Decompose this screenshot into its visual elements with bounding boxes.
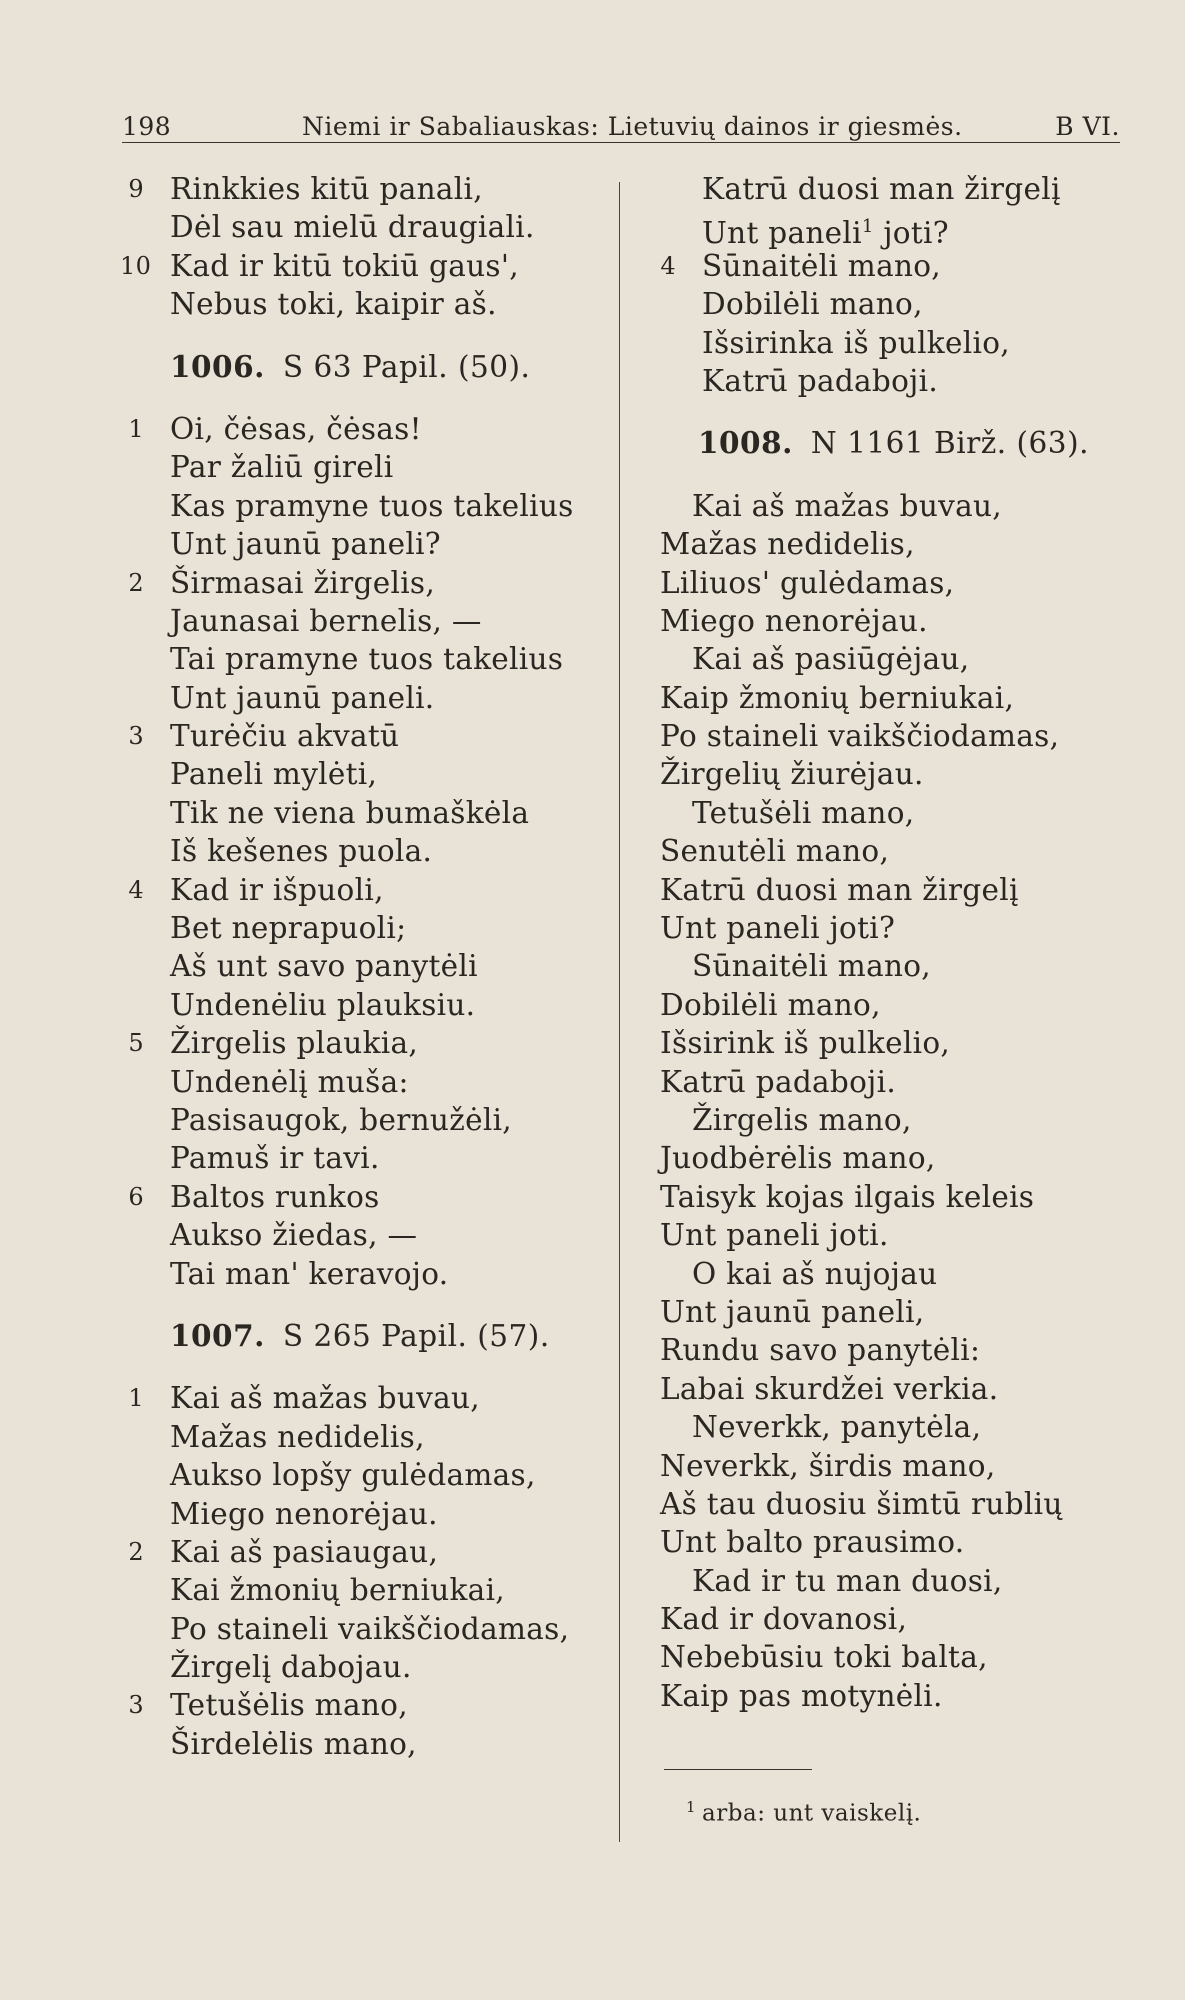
verse-number: 3	[128, 722, 144, 751]
stanza	[652, 1101, 1092, 1255]
song-source: S 265 Papil. (57).	[282, 1318, 550, 1353]
verse-line: Pasisaugok, bernužėli,	[170, 1102, 512, 1137]
verse-line: Aukso lopšy gulėdamas,	[170, 1458, 536, 1493]
verse-line: Kaip pas motynėli.	[660, 1678, 943, 1713]
verse-line: Tai pramyne tuos takelius	[170, 642, 564, 677]
stanza	[652, 794, 1092, 948]
verse-line: Katrū duosi man žirgelį	[702, 172, 1061, 206]
verse	[120, 247, 600, 324]
verse-line: Kai aš pasiaugau,	[170, 1534, 439, 1569]
verse-number: 1	[128, 414, 144, 443]
verse	[652, 247, 1092, 401]
verse-line: Kad ir dovanosi,	[660, 1602, 908, 1637]
verse-line: Unt jaunū paneli.	[170, 680, 435, 715]
verse-line: Katrū padaboji.	[660, 1064, 897, 1099]
verse-line: Mažas nedidelis,	[660, 527, 915, 562]
verse-line: Unt paneli joti?	[660, 911, 896, 946]
section-label: B VI.	[1055, 112, 1120, 141]
verse-continuation	[652, 170, 1092, 251]
stanza	[652, 487, 1092, 641]
verse-line: Oi, čėsas, čėsas!	[170, 411, 422, 446]
footnote	[686, 1798, 921, 1827]
verse-line: Katrū duosi man žirgelį	[660, 872, 1019, 907]
verse-line: Mažas nedidelis,	[170, 1419, 425, 1454]
verse-line: Kaip žmonių berniukai,	[660, 680, 1015, 715]
verse-line: Žirgelis plaukia,	[170, 1026, 419, 1061]
verse-line: Tetušėlis mano,	[170, 1688, 408, 1723]
verse-number: 4	[128, 875, 144, 904]
song-number: 1006.	[170, 348, 265, 384]
verse-number: 4	[660, 251, 676, 280]
verse-line: Aš unt savo panytėli	[170, 949, 478, 984]
verse	[120, 871, 600, 1025]
verse-line: Neverkk, panytėla,	[692, 1410, 982, 1445]
verse-line: Nebebūsiu toki balta,	[660, 1640, 988, 1675]
verse-line: Paneli mylėti,	[170, 757, 378, 792]
verse-line: Išsirink iš pulkelio,	[660, 1026, 951, 1061]
verse-line: Kai žmonių berniukai,	[170, 1573, 505, 1608]
verse	[120, 1024, 600, 1178]
verse-line: Labai skurdžei verkia.	[660, 1371, 999, 1406]
verse-line: Taisyk kojas ilgais keleis	[660, 1179, 1035, 1214]
verse-line: Miego nenorėjau.	[170, 1496, 438, 1531]
stanza	[652, 1562, 1092, 1716]
verse-line: Juodbėrėlis mano,	[660, 1141, 936, 1176]
verse	[120, 1533, 600, 1687]
verse-line: Par žaliū gireli	[170, 450, 394, 485]
verse-line: Kai aš mažas buvau,	[170, 1381, 480, 1416]
verse	[120, 410, 600, 564]
running-header	[122, 112, 1120, 146]
verse-line: Rinkkies kitū panali,	[170, 172, 483, 206]
verse-line: Turėčiu akvatū	[170, 719, 400, 754]
verse-line: Unt jaunū paneli,	[660, 1294, 925, 1329]
verse-number: 3	[128, 1691, 144, 1720]
verse-line: Iš kešenes puola.	[170, 834, 433, 869]
verse-line: Nebus toki, kaipir aš.	[170, 287, 497, 322]
footnote-text: arba: unt vaiskelį.	[702, 1800, 922, 1827]
verse-line: Neverkk, širdis mano,	[660, 1448, 996, 1483]
verse-line: Žirgelis mano,	[692, 1102, 912, 1137]
verse-line: Bet neprapuoli;	[170, 911, 407, 946]
verse-line: Liliuos' gulėdamas,	[660, 565, 955, 600]
verse-line: Dobilėli mano,	[660, 987, 881, 1022]
stanza	[652, 947, 1092, 1101]
song-heading	[652, 424, 1092, 462]
verse-line: Širmasai žirgelis,	[170, 565, 436, 600]
verse-line: Aš tau duosiu šimtū rublių	[660, 1486, 1063, 1521]
verse-line: Jaunasai bernelis, —	[170, 603, 482, 638]
verse-line: Senutėli mano,	[660, 834, 890, 869]
page-number: 198	[122, 112, 172, 141]
song-1008-stanzas	[652, 487, 1092, 1716]
song-number: 1007.	[170, 1317, 265, 1353]
verse-line: Po staineli vaikščiodamas,	[170, 1611, 570, 1646]
verse-line: Pamuš ir tavi.	[170, 1141, 380, 1176]
verse	[120, 717, 600, 871]
verse-line: Unt paneli joti.	[660, 1218, 889, 1253]
verse-line: Katrū padaboji.	[702, 363, 939, 398]
verse	[120, 1686, 600, 1763]
verse-line: Aukso žiedas, —	[170, 1218, 418, 1253]
verse-line: Rundu savo panytėli:	[660, 1333, 981, 1368]
verse-line: Dobilėli mano,	[702, 287, 923, 322]
verse-line: Tai man' keravojo.	[170, 1256, 449, 1291]
header-rule	[122, 142, 1120, 143]
verse-line: Išsirinka iš pulkelio,	[702, 325, 1010, 360]
song-heading	[120, 1317, 600, 1355]
verse-line: Unt jaunū paneli?	[170, 527, 441, 562]
verse-number: 2	[128, 1537, 144, 1566]
verse-line: Tetušėli mano,	[692, 795, 915, 830]
verse-line: Širdelėlis mano,	[170, 1726, 417, 1761]
song-source: S 63 Papil. (50).	[282, 349, 531, 384]
verse-line: Baltos runkos	[170, 1179, 380, 1214]
verse-line: Kai aš mažas buvau,	[692, 488, 1002, 523]
footnote-marker: 1	[686, 1798, 697, 1816]
verse-line: Undenėliu plauksiu.	[170, 987, 476, 1022]
verse	[120, 1178, 600, 1293]
verse-line: Sūnaitėli mano,	[692, 949, 931, 984]
song-number: 1008.	[698, 425, 793, 461]
verse-line: Kad ir išpuoli,	[170, 872, 384, 907]
stanza	[652, 1255, 1092, 1409]
column-divider	[619, 182, 620, 1842]
right-column	[652, 170, 1092, 1715]
verse-line: Unt balto prausimo.	[660, 1525, 965, 1560]
verse-line: Žirgelį dabojau.	[170, 1650, 412, 1685]
left-column	[120, 170, 600, 1763]
verse-number: 1	[128, 1384, 144, 1413]
song-heading	[120, 348, 600, 386]
verse-number: 5	[128, 1029, 144, 1058]
verse-line: Kai aš pasiūgėjau,	[692, 642, 970, 677]
verse-line: Žirgelių žiurėjau.	[660, 757, 924, 792]
verse-line: Sūnaitėli mano,	[702, 248, 941, 283]
verse-line: Kas pramyne tuos takelius	[170, 488, 574, 523]
verse-number: 2	[128, 568, 144, 597]
verse-line: Tik ne viena bumaškėla	[170, 795, 530, 830]
running-title: Niemi ir Sabaliauskas: Lietuvių dainos ir giesmės.	[302, 112, 963, 141]
verse-number: 6	[128, 1182, 144, 1211]
song-source: N 1161 Birž. (63).	[810, 426, 1089, 461]
stanza	[652, 1408, 1092, 1562]
verse-line: Dėl sau mielū draugiali.	[170, 210, 535, 245]
footnote-rule	[664, 1769, 812, 1770]
stanza	[652, 640, 1092, 794]
verse-number: 9	[128, 175, 144, 203]
verse-line: Po staineli vaikščiodamas,	[660, 719, 1060, 754]
verse-line: Kad ir tu man duosi,	[692, 1563, 1003, 1598]
verse	[120, 170, 600, 247]
verse-line: Miego nenorėjau.	[660, 603, 928, 638]
verse-line: O kai aš nujojau	[692, 1256, 938, 1291]
verse-number: 10	[120, 251, 152, 280]
verse	[120, 1379, 600, 1533]
footnote-marker: 1	[861, 216, 874, 238]
verse-line: Undenėlį muša:	[170, 1064, 409, 1099]
verse-line: Unt paneli$^1$ joti?	[702, 216, 949, 251]
verse-line: Kad ir kitū tokiū gaus',	[170, 248, 519, 283]
verse	[120, 564, 600, 718]
